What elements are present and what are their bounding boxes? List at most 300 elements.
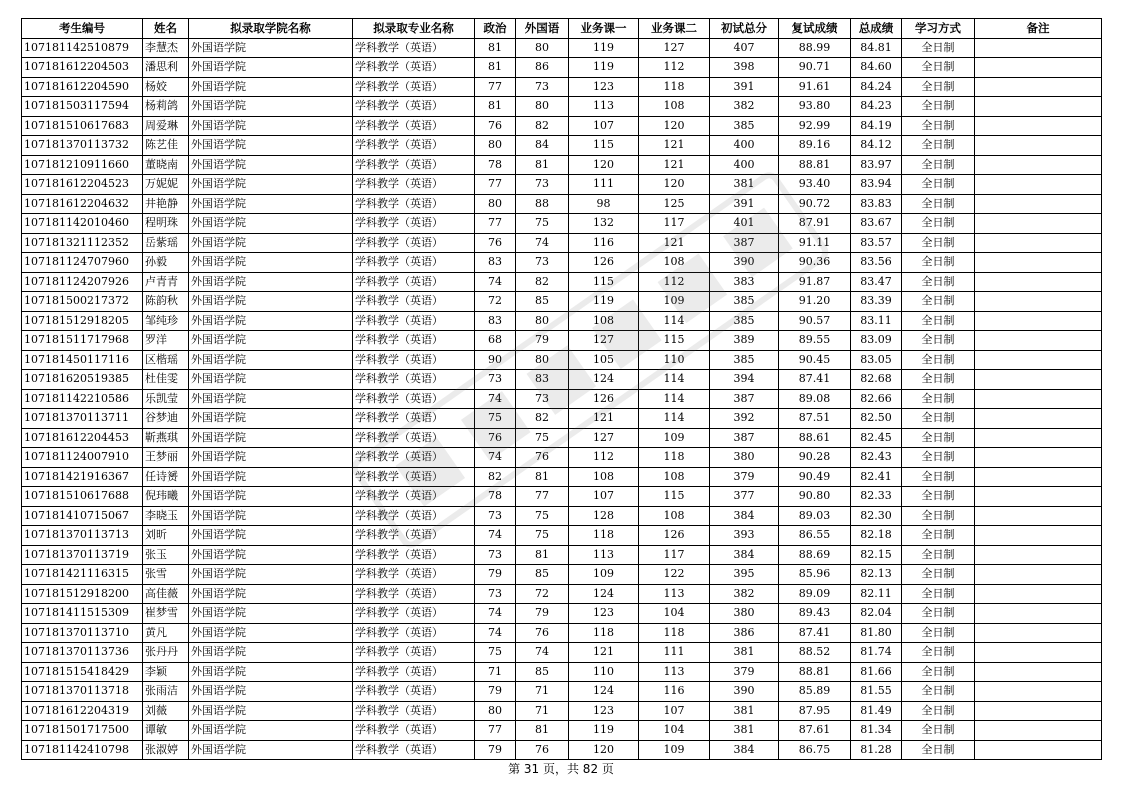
cell-course-one: 121 — [569, 643, 639, 663]
cell-major: 学科教学（英语） — [353, 662, 475, 682]
cell-foreign-language: 73 — [516, 77, 569, 97]
cell-total-score: 83.56 — [851, 253, 902, 273]
cell-remarks — [975, 214, 1102, 234]
cell-politics: 74 — [475, 272, 516, 292]
cell-course-one: 118 — [569, 623, 639, 643]
cell-name: 王梦丽 — [143, 448, 189, 468]
cell-total-score: 82.18 — [851, 526, 902, 546]
cell-course-one: 121 — [569, 409, 639, 429]
cell-foreign-language: 85 — [516, 292, 569, 312]
cell-major: 学科教学（英语） — [353, 506, 475, 526]
cell-name: 杜佳雯 — [143, 370, 189, 390]
cell-candidate-id: 107181370113732 — [22, 136, 143, 156]
cell-foreign-language: 81 — [516, 721, 569, 741]
cell-foreign-language: 74 — [516, 233, 569, 253]
cell-retest-score: 85.96 — [779, 565, 851, 585]
cell-retest-score: 89.09 — [779, 584, 851, 604]
cell-candidate-id: 107181210911660 — [22, 155, 143, 175]
cell-course-one: 108 — [569, 311, 639, 331]
table-row — [22, 136, 1102, 156]
cell-total-score: 82.11 — [851, 584, 902, 604]
cell-politics: 75 — [475, 409, 516, 429]
cell-course-one: 124 — [569, 370, 639, 390]
cell-prelim-total: 386 — [710, 623, 779, 643]
cell-course-two: 113 — [639, 662, 710, 682]
table-body — [22, 38, 1102, 760]
table-row — [22, 448, 1102, 468]
cell-total-score: 82.33 — [851, 487, 902, 507]
table-row — [22, 58, 1102, 78]
cell-total-score: 84.60 — [851, 58, 902, 78]
cell-college: 外国语学院 — [189, 331, 353, 351]
cell-remarks — [975, 467, 1102, 487]
cell-major: 学科教学（英语） — [353, 253, 475, 273]
header-major: 拟录取专业名称 — [353, 19, 475, 39]
table-row — [22, 662, 1102, 682]
cell-politics: 72 — [475, 292, 516, 312]
cell-foreign-language: 71 — [516, 682, 569, 702]
cell-major: 学科教学（英语） — [353, 526, 475, 546]
cell-course-one: 118 — [569, 526, 639, 546]
cell-politics: 76 — [475, 233, 516, 253]
cell-name: 万妮妮 — [143, 175, 189, 195]
cell-name: 刘薇 — [143, 701, 189, 721]
cell-candidate-id: 107181142510879 — [22, 38, 143, 58]
cell-college: 外国语学院 — [189, 233, 353, 253]
cell-course-one: 115 — [569, 136, 639, 156]
cell-remarks — [975, 350, 1102, 370]
cell-politics: 80 — [475, 701, 516, 721]
cell-total-score: 84.81 — [851, 38, 902, 58]
cell-study-mode: 全日制 — [902, 682, 975, 702]
header-study-mode: 学习方式 — [902, 19, 975, 39]
cell-course-one: 119 — [569, 38, 639, 58]
cell-prelim-total: 381 — [710, 721, 779, 741]
cell-politics: 73 — [475, 584, 516, 604]
cell-candidate-id: 107181370113711 — [22, 409, 143, 429]
cell-name: 邹纯珍 — [143, 311, 189, 331]
cell-study-mode: 全日制 — [902, 272, 975, 292]
cell-course-two: 126 — [639, 526, 710, 546]
cell-foreign-language: 80 — [516, 97, 569, 117]
cell-course-two: 108 — [639, 97, 710, 117]
cell-college: 外国语学院 — [189, 116, 353, 136]
cell-foreign-language: 76 — [516, 740, 569, 760]
cell-college: 外国语学院 — [189, 155, 353, 175]
header-college: 拟录取学院名称 — [189, 19, 353, 39]
cell-study-mode: 全日制 — [902, 428, 975, 448]
cell-name: 区楷瑶 — [143, 350, 189, 370]
cell-foreign-language: 77 — [516, 487, 569, 507]
cell-remarks — [975, 389, 1102, 409]
cell-prelim-total: 400 — [710, 155, 779, 175]
cell-college: 外国语学院 — [189, 604, 353, 624]
cell-course-one: 119 — [569, 58, 639, 78]
table-row — [22, 350, 1102, 370]
cell-remarks — [975, 721, 1102, 741]
cell-prelim-total: 385 — [710, 311, 779, 331]
cell-foreign-language: 81 — [516, 155, 569, 175]
cell-total-score: 81.28 — [851, 740, 902, 760]
cell-prelim-total: 400 — [710, 136, 779, 156]
cell-retest-score: 88.81 — [779, 662, 851, 682]
cell-course-two: 112 — [639, 272, 710, 292]
cell-total-score: 81.74 — [851, 643, 902, 663]
cell-retest-score: 90.72 — [779, 194, 851, 214]
cell-study-mode: 全日制 — [902, 701, 975, 721]
cell-remarks — [975, 331, 1102, 351]
table-row — [22, 487, 1102, 507]
cell-politics: 81 — [475, 38, 516, 58]
cell-major: 学科教学（英语） — [353, 682, 475, 702]
cell-major: 学科教学（英语） — [353, 467, 475, 487]
cell-remarks — [975, 58, 1102, 78]
cell-college: 外国语学院 — [189, 58, 353, 78]
cell-name: 李晓玉 — [143, 506, 189, 526]
cell-total-score: 82.30 — [851, 506, 902, 526]
cell-politics: 74 — [475, 448, 516, 468]
cell-college: 外国语学院 — [189, 97, 353, 117]
cell-foreign-language: 72 — [516, 584, 569, 604]
cell-politics: 77 — [475, 77, 516, 97]
cell-total-score: 83.67 — [851, 214, 902, 234]
table-row — [22, 409, 1102, 429]
cell-total-score: 84.23 — [851, 97, 902, 117]
table-row — [22, 506, 1102, 526]
cell-politics: 81 — [475, 58, 516, 78]
cell-major: 学科教学（英语） — [353, 155, 475, 175]
cell-name: 李慧杰 — [143, 38, 189, 58]
cell-foreign-language: 83 — [516, 370, 569, 390]
cell-major: 学科教学（英语） — [353, 97, 475, 117]
table-row — [22, 175, 1102, 195]
cell-remarks — [975, 77, 1102, 97]
cell-remarks — [975, 175, 1102, 195]
cell-name: 谭敏 — [143, 721, 189, 741]
cell-retest-score: 93.80 — [779, 97, 851, 117]
cell-candidate-id: 107181612204503 — [22, 58, 143, 78]
cell-total-score: 81.80 — [851, 623, 902, 643]
cell-prelim-total: 384 — [710, 506, 779, 526]
header-retest-score: 复试成绩 — [779, 19, 851, 39]
cell-candidate-id: 107181370113713 — [22, 526, 143, 546]
cell-course-one: 123 — [569, 701, 639, 721]
table-row — [22, 38, 1102, 58]
cell-course-two: 118 — [639, 77, 710, 97]
cell-total-score: 83.11 — [851, 311, 902, 331]
cell-major: 学科教学（英语） — [353, 584, 475, 604]
cell-retest-score: 88.61 — [779, 428, 851, 448]
cell-course-one: 124 — [569, 584, 639, 604]
cell-major: 学科教学（英语） — [353, 389, 475, 409]
table-row — [22, 623, 1102, 643]
table-row — [22, 565, 1102, 585]
cell-name: 张雪 — [143, 565, 189, 585]
cell-study-mode: 全日制 — [902, 77, 975, 97]
cell-study-mode: 全日制 — [902, 584, 975, 604]
cell-name: 黄凡 — [143, 623, 189, 643]
cell-candidate-id: 107181511717968 — [22, 331, 143, 351]
cell-politics: 79 — [475, 740, 516, 760]
cell-college: 外国语学院 — [189, 370, 353, 390]
cell-course-two: 121 — [639, 233, 710, 253]
cell-remarks — [975, 740, 1102, 760]
cell-retest-score: 88.69 — [779, 545, 851, 565]
admission-table — [21, 18, 1102, 760]
header-course-two: 业务课二 — [639, 19, 710, 39]
cell-prelim-total: 391 — [710, 194, 779, 214]
cell-course-two: 110 — [639, 350, 710, 370]
cell-retest-score: 90.36 — [779, 253, 851, 273]
cell-foreign-language: 86 — [516, 58, 569, 78]
cell-politics: 80 — [475, 136, 516, 156]
cell-politics: 74 — [475, 526, 516, 546]
cell-major: 学科教学（英语） — [353, 77, 475, 97]
cell-course-two: 118 — [639, 623, 710, 643]
header-foreign-language: 外国语 — [516, 19, 569, 39]
cell-retest-score: 87.51 — [779, 409, 851, 429]
cell-name: 谷梦迪 — [143, 409, 189, 429]
cell-remarks — [975, 38, 1102, 58]
cell-retest-score: 87.61 — [779, 721, 851, 741]
table-row — [22, 545, 1102, 565]
cell-total-score: 82.04 — [851, 604, 902, 624]
cell-remarks — [975, 194, 1102, 214]
cell-course-two: 109 — [639, 428, 710, 448]
cell-total-score: 84.19 — [851, 116, 902, 136]
cell-study-mode: 全日制 — [902, 545, 975, 565]
cell-remarks — [975, 155, 1102, 175]
cell-candidate-id: 107181612204523 — [22, 175, 143, 195]
cell-course-one: 98 — [569, 194, 639, 214]
cell-politics: 82 — [475, 467, 516, 487]
cell-candidate-id: 107181411515309 — [22, 604, 143, 624]
cell-major: 学科教学（英语） — [353, 58, 475, 78]
cell-foreign-language: 81 — [516, 467, 569, 487]
cell-college: 外国语学院 — [189, 428, 353, 448]
cell-foreign-language: 76 — [516, 623, 569, 643]
table-row — [22, 77, 1102, 97]
cell-candidate-id: 107181321112352 — [22, 233, 143, 253]
cell-prelim-total: 398 — [710, 58, 779, 78]
table-row — [22, 721, 1102, 741]
cell-remarks — [975, 116, 1102, 136]
cell-course-one: 123 — [569, 77, 639, 97]
cell-study-mode: 全日制 — [902, 116, 975, 136]
table-row — [22, 214, 1102, 234]
cell-course-one: 127 — [569, 331, 639, 351]
table-row — [22, 428, 1102, 448]
cell-major: 学科教学（英语） — [353, 701, 475, 721]
cell-course-two: 115 — [639, 331, 710, 351]
cell-prelim-total: 390 — [710, 253, 779, 273]
header-name: 姓名 — [143, 19, 189, 39]
cell-retest-score: 89.55 — [779, 331, 851, 351]
cell-prelim-total: 385 — [710, 116, 779, 136]
cell-major: 学科教学（英语） — [353, 194, 475, 214]
cell-course-two: 117 — [639, 214, 710, 234]
cell-name: 张丹丹 — [143, 643, 189, 663]
cell-study-mode: 全日制 — [902, 604, 975, 624]
cell-remarks — [975, 623, 1102, 643]
cell-candidate-id: 107181500217372 — [22, 292, 143, 312]
cell-foreign-language: 80 — [516, 350, 569, 370]
cell-candidate-id: 107181512918200 — [22, 584, 143, 604]
cell-major: 学科教学（英语） — [353, 643, 475, 663]
cell-total-score: 82.45 — [851, 428, 902, 448]
cell-remarks — [975, 526, 1102, 546]
cell-retest-score: 90.49 — [779, 467, 851, 487]
cell-remarks — [975, 682, 1102, 702]
cell-remarks — [975, 292, 1102, 312]
cell-prelim-total: 387 — [710, 428, 779, 448]
cell-college: 外国语学院 — [189, 506, 353, 526]
cell-study-mode: 全日制 — [902, 506, 975, 526]
cell-politics: 77 — [475, 721, 516, 741]
cell-name: 杨莉鸽 — [143, 97, 189, 117]
cell-foreign-language: 79 — [516, 331, 569, 351]
cell-college: 外国语学院 — [189, 38, 353, 58]
cell-college: 外国语学院 — [189, 253, 353, 273]
cell-college: 外国语学院 — [189, 545, 353, 565]
cell-politics: 78 — [475, 155, 516, 175]
cell-major: 学科教学（英语） — [353, 272, 475, 292]
cell-retest-score: 85.89 — [779, 682, 851, 702]
cell-remarks — [975, 604, 1102, 624]
cell-politics: 80 — [475, 194, 516, 214]
header-politics: 政治 — [475, 19, 516, 39]
cell-course-two: 107 — [639, 701, 710, 721]
cell-course-one: 119 — [569, 292, 639, 312]
cell-candidate-id: 107181612204632 — [22, 194, 143, 214]
cell-retest-score: 91.20 — [779, 292, 851, 312]
cell-college: 外国语学院 — [189, 662, 353, 682]
cell-study-mode: 全日制 — [902, 136, 975, 156]
cell-name: 乐凯莹 — [143, 389, 189, 409]
table-row — [22, 604, 1102, 624]
cell-retest-score: 87.41 — [779, 623, 851, 643]
cell-college: 外国语学院 — [189, 721, 353, 741]
cell-study-mode: 全日制 — [902, 409, 975, 429]
cell-course-two: 125 — [639, 194, 710, 214]
cell-major: 学科教学（英语） — [353, 175, 475, 195]
cell-candidate-id: 107181370113710 — [22, 623, 143, 643]
cell-prelim-total: 394 — [710, 370, 779, 390]
cell-major: 学科教学（英语） — [353, 604, 475, 624]
cell-prelim-total: 407 — [710, 38, 779, 58]
cell-prelim-total: 379 — [710, 662, 779, 682]
cell-college: 外国语学院 — [189, 214, 353, 234]
cell-candidate-id: 107181124707960 — [22, 253, 143, 273]
cell-remarks — [975, 370, 1102, 390]
cell-retest-score: 88.99 — [779, 38, 851, 58]
cell-retest-score: 87.41 — [779, 370, 851, 390]
cell-course-two: 111 — [639, 643, 710, 663]
cell-course-one: 107 — [569, 487, 639, 507]
cell-retest-score: 91.87 — [779, 272, 851, 292]
cell-politics: 79 — [475, 682, 516, 702]
table-row — [22, 272, 1102, 292]
cell-college: 外国语学院 — [189, 409, 353, 429]
table-row — [22, 467, 1102, 487]
cell-course-two: 120 — [639, 116, 710, 136]
cell-foreign-language: 84 — [516, 136, 569, 156]
cell-college: 外国语学院 — [189, 350, 353, 370]
cell-prelim-total: 393 — [710, 526, 779, 546]
cell-course-one: 115 — [569, 272, 639, 292]
cell-prelim-total: 384 — [710, 545, 779, 565]
table-header-row — [22, 19, 1102, 39]
cell-foreign-language: 73 — [516, 253, 569, 273]
cell-study-mode: 全日制 — [902, 155, 975, 175]
cell-name: 周爱琳 — [143, 116, 189, 136]
cell-study-mode: 全日制 — [902, 643, 975, 663]
cell-major: 学科教学（英语） — [353, 545, 475, 565]
cell-prelim-total: 395 — [710, 565, 779, 585]
cell-course-one: 107 — [569, 116, 639, 136]
cell-foreign-language: 75 — [516, 506, 569, 526]
cell-remarks — [975, 662, 1102, 682]
cell-politics: 78 — [475, 487, 516, 507]
cell-course-two: 121 — [639, 155, 710, 175]
cell-total-score: 82.68 — [851, 370, 902, 390]
cell-course-two: 127 — [639, 38, 710, 58]
cell-candidate-id: 107181512918205 — [22, 311, 143, 331]
cell-study-mode: 全日制 — [902, 448, 975, 468]
cell-study-mode: 全日制 — [902, 311, 975, 331]
cell-prelim-total: 389 — [710, 331, 779, 351]
cell-course-one: 120 — [569, 740, 639, 760]
cell-candidate-id: 107181370113736 — [22, 643, 143, 663]
cell-prelim-total: 391 — [710, 77, 779, 97]
cell-retest-score: 89.16 — [779, 136, 851, 156]
cell-name: 卢青青 — [143, 272, 189, 292]
cell-college: 外国语学院 — [189, 584, 353, 604]
cell-major: 学科教学（英语） — [353, 740, 475, 760]
cell-name: 高佳薇 — [143, 584, 189, 604]
cell-candidate-id: 107181370113718 — [22, 682, 143, 702]
cell-college: 外国语学院 — [189, 682, 353, 702]
cell-foreign-language: 85 — [516, 565, 569, 585]
cell-prelim-total: 385 — [710, 350, 779, 370]
cell-study-mode: 全日制 — [902, 487, 975, 507]
cell-prelim-total: 382 — [710, 584, 779, 604]
cell-candidate-id: 107181142210586 — [22, 389, 143, 409]
header-remarks: 备注 — [975, 19, 1102, 39]
cell-candidate-id: 107181142010460 — [22, 214, 143, 234]
cell-retest-score: 90.80 — [779, 487, 851, 507]
cell-prelim-total: 390 — [710, 682, 779, 702]
table-row — [22, 292, 1102, 312]
cell-remarks — [975, 643, 1102, 663]
cell-course-one: 113 — [569, 97, 639, 117]
cell-prelim-total: 381 — [710, 701, 779, 721]
cell-name: 董晓南 — [143, 155, 189, 175]
cell-total-score: 83.94 — [851, 175, 902, 195]
cell-retest-score: 88.81 — [779, 155, 851, 175]
cell-college: 外国语学院 — [189, 175, 353, 195]
cell-prelim-total: 377 — [710, 487, 779, 507]
cell-major: 学科教学（英语） — [353, 350, 475, 370]
cell-major: 学科教学（英语） — [353, 565, 475, 585]
cell-major: 学科教学（英语） — [353, 409, 475, 429]
cell-course-two: 113 — [639, 584, 710, 604]
header-total-score: 总成绩 — [851, 19, 902, 39]
cell-name: 潘思利 — [143, 58, 189, 78]
cell-retest-score: 88.52 — [779, 643, 851, 663]
cell-course-one: 110 — [569, 662, 639, 682]
table-row — [22, 194, 1102, 214]
